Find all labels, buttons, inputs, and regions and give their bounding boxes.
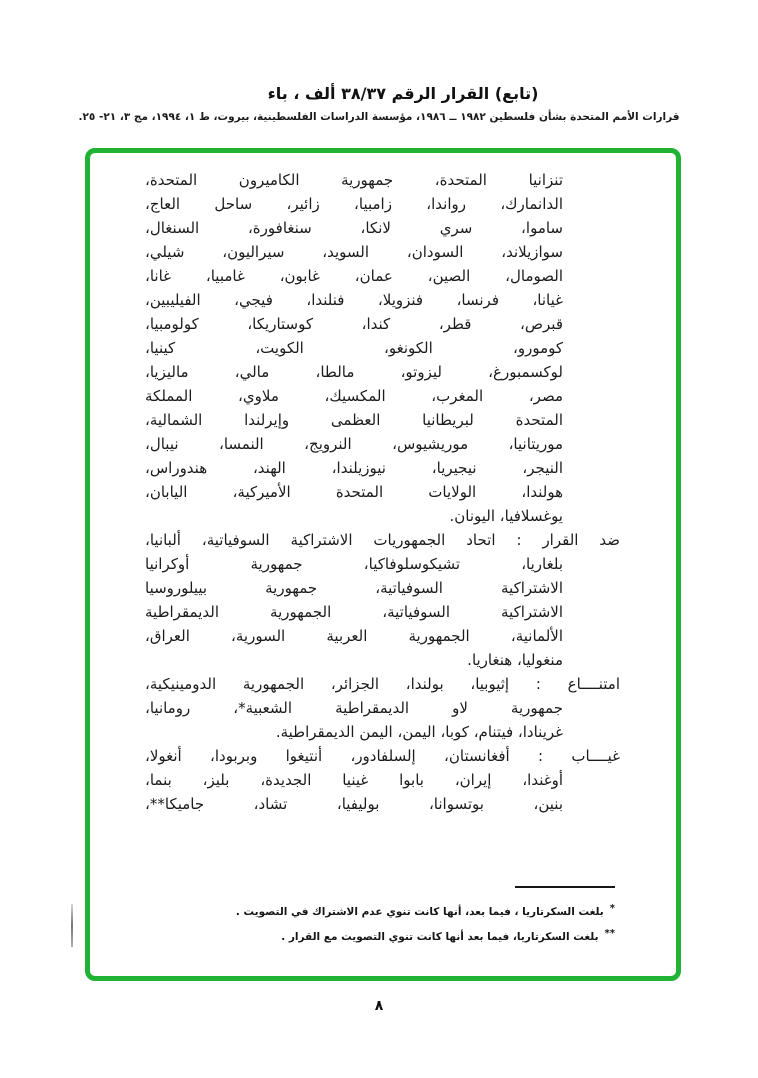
page-title: (تابع) القرار الرقم ٣٨/٣٧ ألف ، باء [267, 84, 539, 103]
vote-section-absent [145, 744, 620, 816]
section-first-line [145, 672, 620, 696]
body-line: موريتانيا، موريشيوس، النرويج، النمسا، نيبال، [145, 435, 563, 453]
body-line: المتحدة لبريطانيا العظمى وإيرلندا الشمالية، [145, 411, 563, 429]
footnote-block [145, 886, 615, 948]
body-line: أوغندا، إيران، بابوا غينيا الجديدة، بليز، بنما، [145, 771, 563, 789]
body-line: منغوليا، هنغاريا. [467, 651, 563, 669]
body-line: الصومال، الصين، عمان، غابون، غامبيا، غانا، [145, 267, 563, 285]
vote-section-abstain [145, 672, 620, 744]
section-first-line-text: إثيوبيا، بولندا، الجزائر، الجمهورية الدومينيكية، [145, 675, 510, 693]
body-line: بنين، بوتسوانا، بوليفيا، تشاد، جاميكا**، [145, 795, 563, 813]
footnote-text: بلغت السكرتاريا، فيما بعد أنها كانت تنوي التصويت مع القرار . [281, 931, 599, 943]
body-line: ساموا، سري لانكا، سنغافورة، السنغال، [145, 219, 563, 237]
footnote-item [145, 923, 615, 948]
footnote-marker: * [609, 903, 615, 914]
footnote-item [145, 898, 615, 923]
body-line: غيانا، فرنسا، فنزويلا، فنلندا، فيجي، الفيليبين، [145, 291, 563, 309]
body-line: الاشتراكية السوفياتية، جمهورية بييلوروسيا [145, 579, 563, 597]
body-line: يوغسلافيا، اليونان. [449, 507, 563, 525]
body-line: الاشتراكية السوفياتية، الجمهورية الديمقراطية [145, 603, 563, 621]
body-line: كومورو، الكونغو، الكويت، كينيا، [145, 339, 563, 357]
footnote-separator [515, 886, 615, 888]
body-line: الدانمارك، رواندا، زامبيا، زائير، ساحل العاج، [145, 195, 563, 213]
footnote-list [145, 898, 615, 948]
body-line: سوازيلاند، السودان، السويد، سيراليون، شيلي، [145, 243, 563, 261]
body-line: لوكسمبورغ، ليزوتو، مالطا، مالي، ماليزيا، [145, 363, 563, 381]
section-first-line [145, 744, 620, 768]
section-body [145, 768, 620, 816]
body-line: تنزانيا المتحدة، جمهورية الكاميرون المتحدة، [145, 171, 563, 189]
section-first-line-text: أفغانستان، إلسلفادور، أنتيغوا وبربودا، أنغولا، [145, 747, 510, 765]
body-line: بلغاريا، تشيكوسلوفاكيا، جمهورية أوكرانيا [145, 555, 563, 573]
section-body [145, 552, 620, 672]
body-line: قبرص، قطر، كندا، كوستاريكا، كولومبيا، [145, 315, 563, 333]
vote-box-content [90, 153, 676, 976]
body-line: جمهورية لاو الديمقراطية الشعبية*، رومانيا، [145, 699, 563, 717]
section-body [145, 696, 620, 744]
section-label-absent: غيــــاب : [538, 747, 620, 765]
footnote-marker: ** [604, 928, 615, 939]
body-line: هولندا، الولايات المتحدة الأميركية، اليابان، [145, 483, 563, 501]
scan-artifact-line [71, 904, 73, 947]
source-citation: قرارات الأمم المتحدة بشأن فلسطين ١٩٨٢ ــ ١٩٨٦، مؤسسة الدراسات الفلسطينية، بيروت، ط ١، ١٩٩٤، مج ٣، ٢١- ٢٥. [78, 111, 680, 123]
section-label-abstain: امتنــــاع : [535, 675, 620, 693]
body-line: غرينادا، فيتنام، كوبا، اليمن، اليمن الديمقراطية. [275, 723, 563, 741]
continuation-paragraph [145, 168, 620, 528]
section-first-line-text: اتحاد الجمهوريات الاشتراكية السوفياتية، ألبانيا، [145, 531, 496, 549]
section-first-line [145, 528, 620, 552]
body-line: النيجر، نيجيريا، نيوزيلندا، الهند، هندوراس، [145, 459, 563, 477]
body-line: الألمانية، الجمهورية العربية السورية، العراق، [145, 627, 563, 645]
footnote-text: بلغت السكرتاريا ، فيما بعد، أنها كانت تنوي عدم الاشتراك في التصويت . [235, 906, 604, 918]
section-label-against: ضد القرار : [516, 531, 620, 549]
page-number: ٨ [374, 998, 384, 1014]
vote-result-highlight-box [85, 148, 681, 981]
vote-section-against [145, 528, 620, 672]
body-line: مصر، المغرب، المكسيك، ملاوي، المملكة [145, 387, 563, 405]
